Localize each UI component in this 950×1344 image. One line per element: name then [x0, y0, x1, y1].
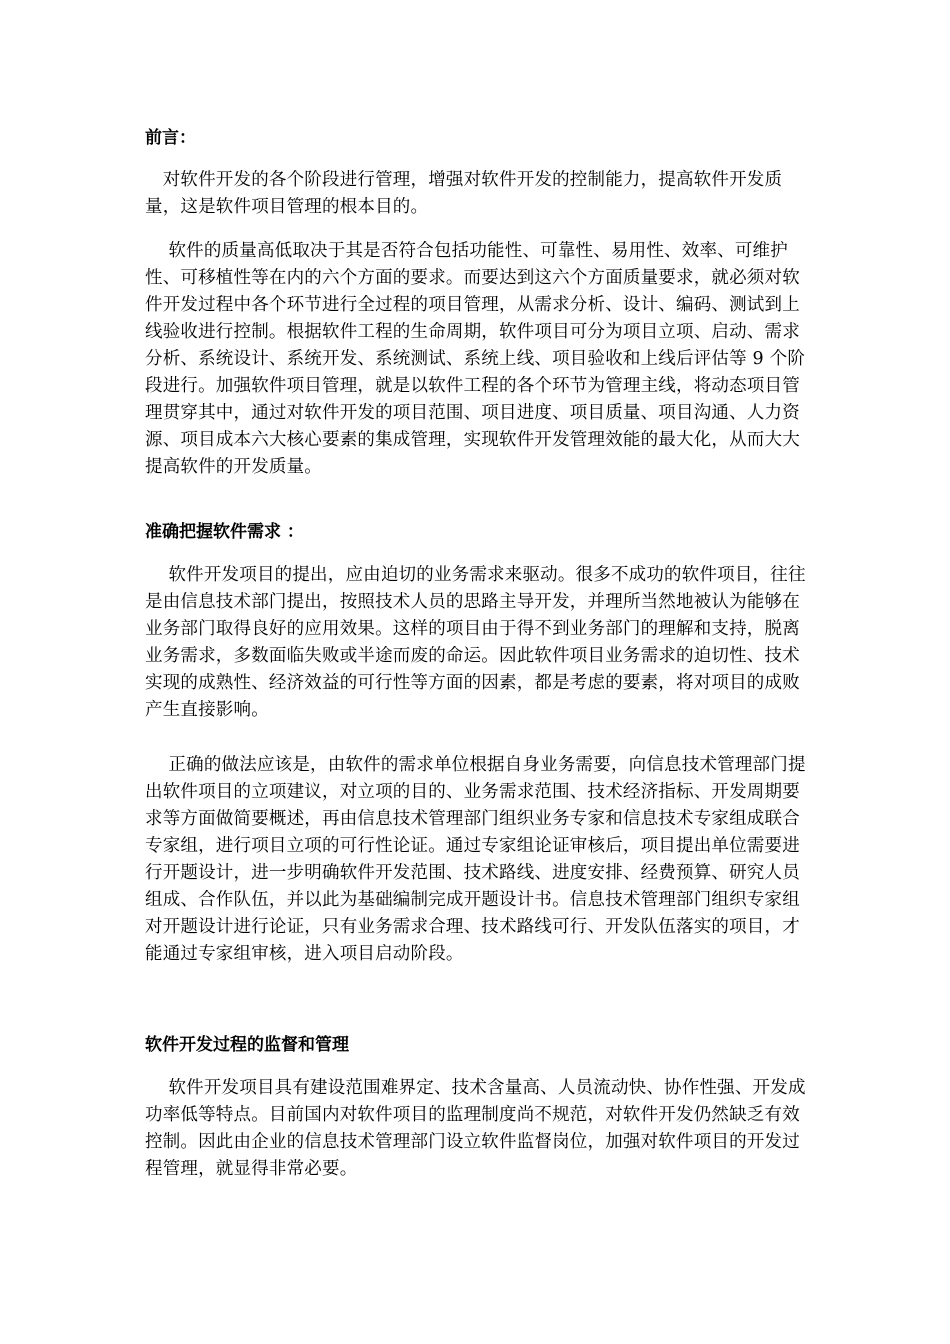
paragraph: 正确的做法应该是，由软件的需求单位根据自身业务需要，向信息技术管理部门提出软件项目的立项建议，对立项的目的、业务需求范围、技术经济指标、开发周期要求等方面做简要概述，再由信息技术管理部门组织业务专家和信息技术专家组成联合专家组，进行项目立项的可行性论证。通过专家组论证审核后，项目提出单位需要进行开题设计，进一步明确软件开发范围、技术路线、进度安排、经费预算、研究人员组成、合作队伍，并以此为基础编制完成开题设计书。信息技术管理部门组织专家组对开题设计进行论证，只有业务需求合理、技术路线可行、开发队伍落实的项目，才能通过专家组审核，进入项目启动阶段。	[145, 755, 806, 964]
paragraph: 软件开发项目的提出，应由迫切的业务需求来驱动。很多不成功的软件项目，往往是由信息技术部门提出，按照技术人员的思路主导开发，并理所当然地被认为能够在业务部门取得良好的应用效果。这样的项目由于得不到业务部门的理解和支持，脱离业务需求，多数面临失败或半途而废的命运。因此软件项目业务需求的迫切性、技术实现的成熟性、经济效益的可行性等方面的因素，都是考虑的要素，将对项目的成败产生直接影响。	[145, 565, 806, 720]
section-heading-supervision: 软件开发过程的监督和管理	[145, 1035, 349, 1055]
section-heading-preface: 前言：	[145, 128, 196, 148]
section-heading-requirements: 准确把握软件需求 ：	[145, 522, 304, 542]
paragraph: 软件开发项目具有建设范围难界定、技术含量高、人员流动快、协作性强、开发成功率低等特点。目前国内对软件项目的监理制度尚不规范，对软件开发仍然缺乏有效控制。因此由企业的信息技术管理部门设立软件监督岗位，加强对软件项目的开发过程管理，就显得非常必要。	[145, 1078, 806, 1179]
paragraph: 软件的质量高低取决于其是否符合包括功能性、可靠性、易用性、效率、可维护性、可移植性等在内的六个方面的要求。而要达到这六个方面质量要求，就必须对软件开发过程中各个环节进行全过程的项目管理，从需求分析、设计、编码、测试到上线验收进行控制。根据软件工程的生命周期，软件项目可分为项目立项、启动、需求分析、系统设计、系统开发、系统测试、系统上线、项目验收和上线后评估等 9 个阶段进行。加强软件项目管理，就是以软件工程的各个环节为管理主线，将动态项目管理贯穿其中，通过对软件开发的项目范围、项目进度、项目质量、项目沟通、人力资源、项目成本六大核心要素的集成管理，实现软件开发管理效能的最大化，从而大大提高软件的开发质量。	[145, 241, 806, 477]
paragraph: 对软件开发的各个阶段进行管理，增强对软件开发的控制能力，提高软件开发质量，这是软件项目管理的根本目的。	[145, 170, 783, 217]
